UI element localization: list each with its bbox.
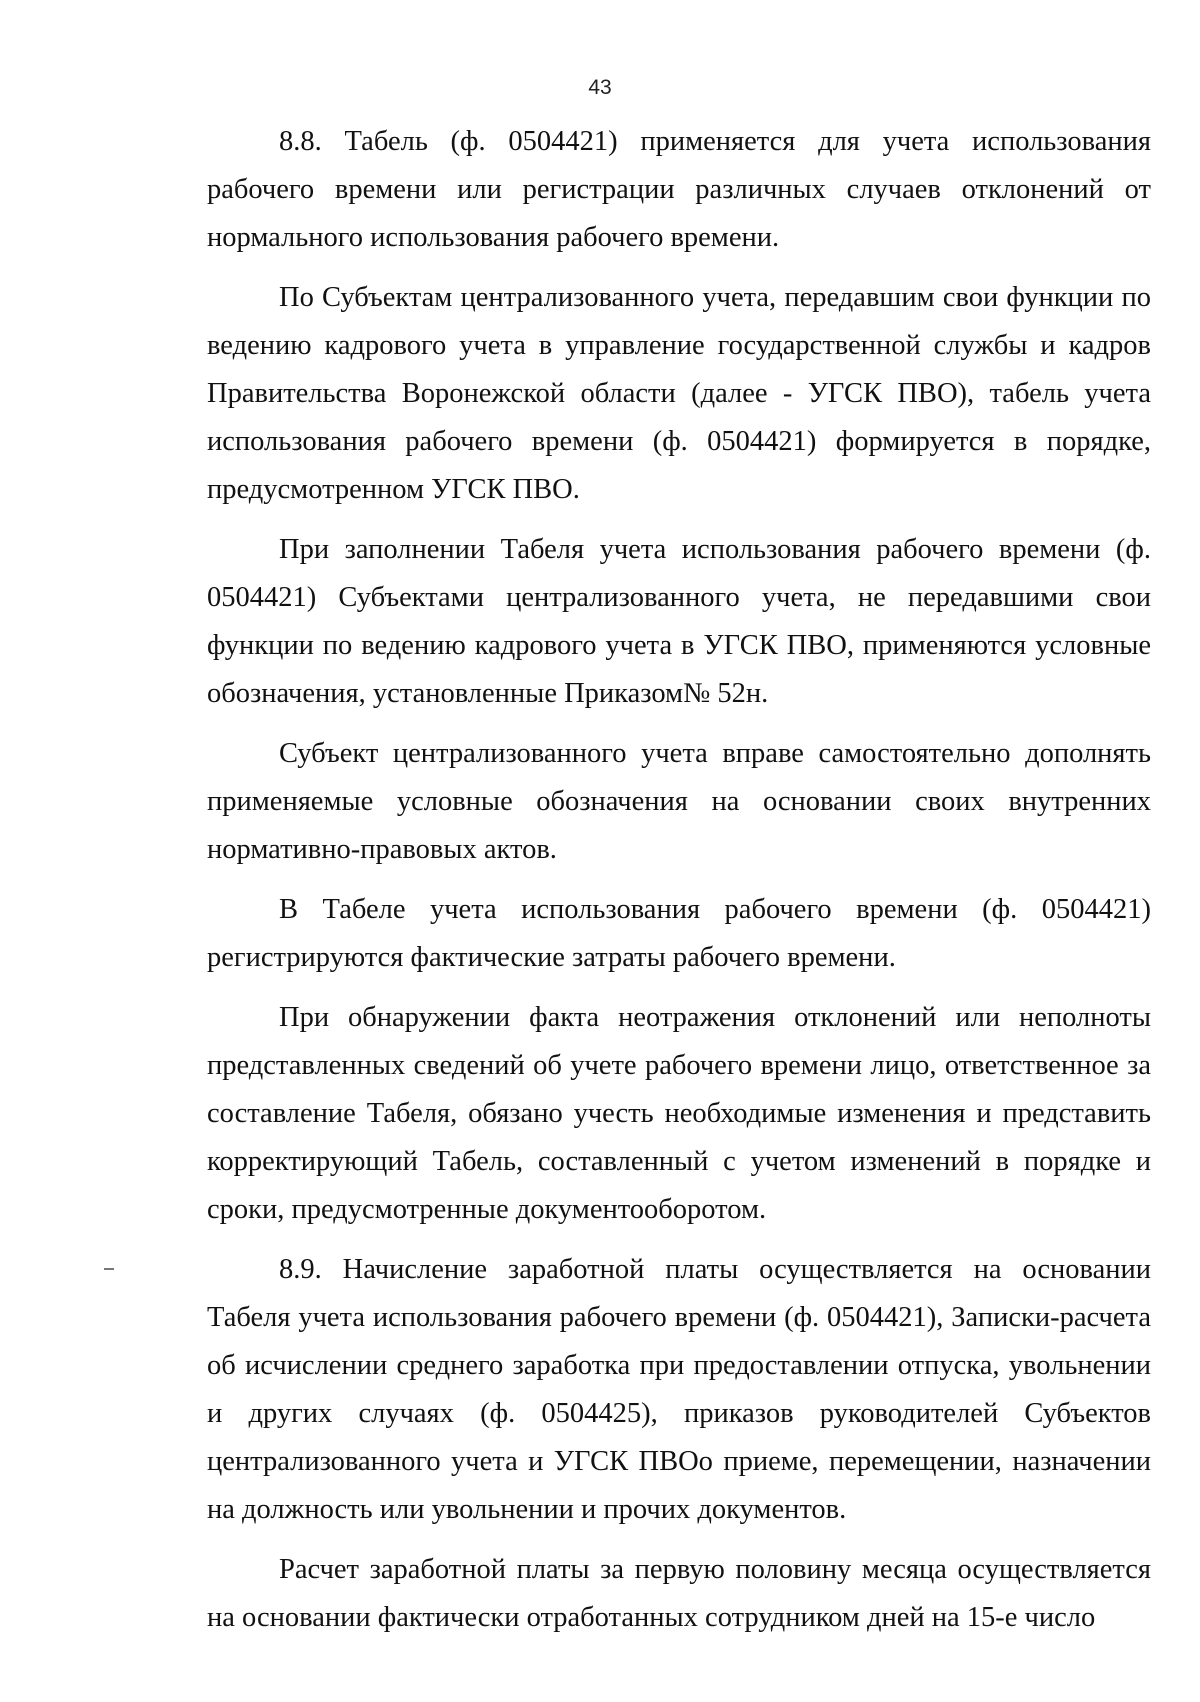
- scan-margin-mark: [104, 1268, 114, 1270]
- page-number: 43: [588, 76, 612, 99]
- paragraph-additional-symbols: Субъект централизованного учета вправе самостоятельно дополнять применяемые условные обозначения на основании своих внутренних нормативно-правовых актов.: [207, 738, 1151, 865]
- paragraph-8-8: 8.8. Табель (ф. 0504421) применяется для учета использования рабочего времени или регистрации различных случаев отклонений от нормального использования рабочего времени.: [207, 126, 1151, 253]
- paragraph-actual-time: В Табеле учета использования рабочего времени (ф. 0504421) регистрируются фактические затраты рабочего времени.: [207, 894, 1151, 973]
- paragraph-first-half-salary: Расчет заработной платы за первую половину месяца осуществляется на основании фактически отработанных сотрудником дней на 15-е число: [207, 1554, 1151, 1633]
- paragraph-8-9: 8.9. Начисление заработной платы осуществляется на основании Табеля учета использования рабочего времени (ф. 0504421), Записки-расчета об исчислении среднего заработка при предоставлении отпуска, увольнении и других случаях (ф. 0504425), приказов руководителей Субъектов централизованного учета и УГСК ПВОо приеме, перемещении, назначении на должность или увольнении и прочих документов.: [207, 1254, 1151, 1525]
- paragraph-timesheet-symbols: При заполнении Табеля учета использования рабочего времени (ф. 0504421) Субъектами централизованного учета, не передавшими свои функции по ведению кадрового учета в УГСК ПВО, применяются условные обозначения, установленные Приказом№ 52н.: [207, 534, 1151, 709]
- paragraph-corrective-timesheet: При обнаружении факта неотражения отклонений или неполноты представленных сведений об учете рабочего времени лицо, ответственное за составление Табеля, обязано учесть необходимые изменения и представить корректирующий Табель, составленный с учетом изменений в порядке и сроки, предусмотренные документооборотом.: [207, 1002, 1151, 1225]
- document-body: [207, 118, 1151, 1646]
- paragraph-ugsk-timesheet: По Субъектам централизованного учета, передавшим свои функции по ведению кадрового учета в управление государственной службы и кадров Правительства Воронежской области (далее - УГСК ПВО), табель учета использования рабочего времени (ф. 0504421) формируется в порядке, предусмотренном УГСК ПВО.: [207, 282, 1151, 505]
